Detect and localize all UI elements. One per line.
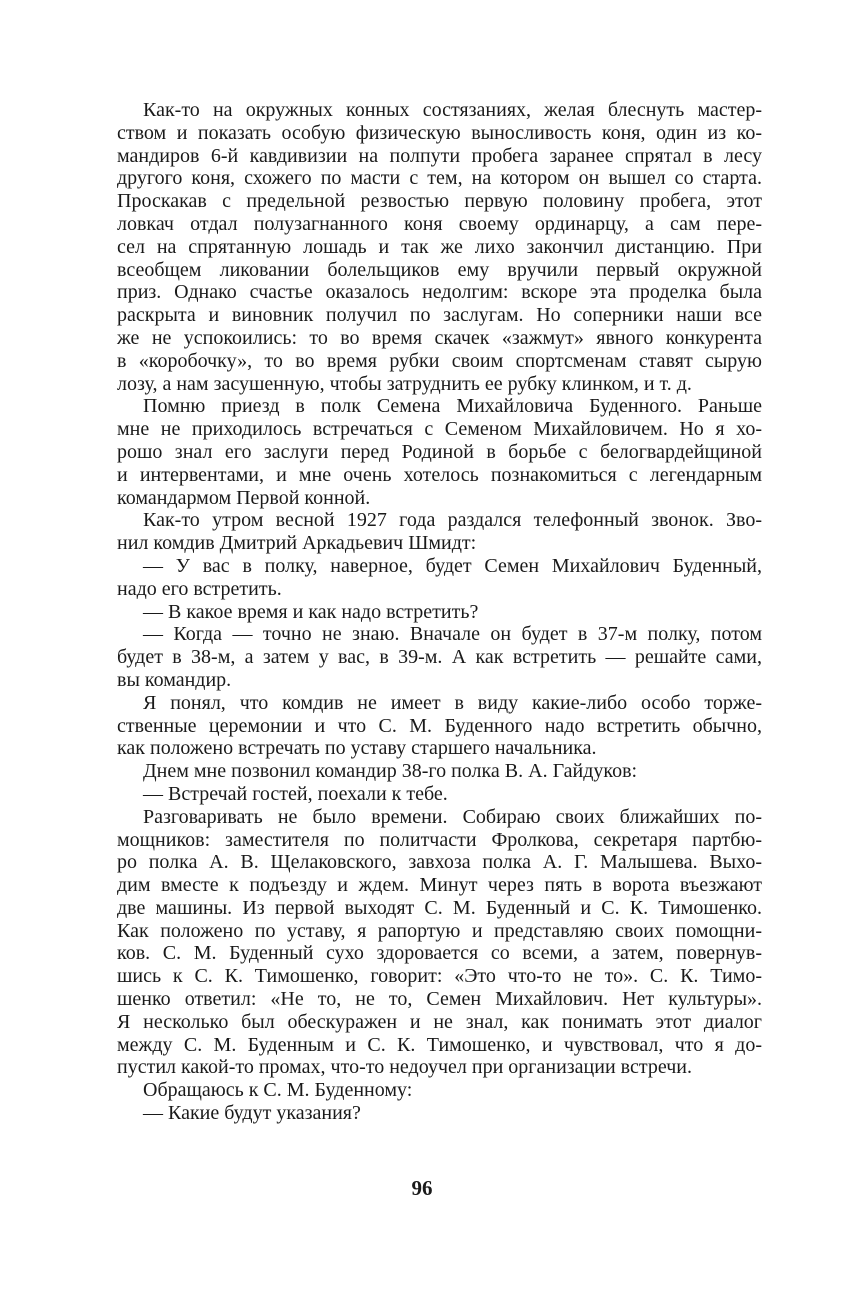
paragraph <box>117 783 762 806</box>
text-line: как положено встречать по уставу старшего начальника. <box>117 737 597 760</box>
text-line: Как-то на окружных конных состязаниях, желая блеснуть мастер- <box>143 99 762 121</box>
text-line: Проскакав с предельной резвостью первую половину пробега, этот <box>117 190 762 213</box>
text-line: между С. М. Буденным и С. К. Тимошенко, и чувствовал, что я до- <box>117 1033 762 1056</box>
paragraph <box>117 395 762 509</box>
text-line: в «коробочку», то во время рубки своим спортсменам ставят сырую <box>117 349 762 372</box>
text-line: мандиров 6-й кавдивизии на полпути пробега заранее спрятал в лесу <box>117 144 762 167</box>
paragraph <box>117 760 762 783</box>
text-line: другого коня, схожего по масти с тем, на котором он вышел со старта. <box>117 167 762 190</box>
text-line: шись к С. К. Тимошенко, говорит: «Это что-то не то». С. К. Тимо- <box>117 965 762 988</box>
text-line: Я понял, что комдив не имеет в виду какие-либо особо торже- <box>143 691 762 714</box>
text-line: пустил какой-то промах, что-то недоучел при организации встречи. <box>117 1056 692 1079</box>
text-line: же не успокоились: то во время скачек «зажмут» явного конкурента <box>117 326 762 349</box>
text-line: шенко ответил: «Не то, не то, Семен Михайлович. Нет культуры». <box>117 988 762 1011</box>
text-line: ственные церемонии и что С. М. Буденного надо встретить обычно, <box>117 714 762 737</box>
text-line: сел на спрятанную лошадь и так же лихо закончил дистанцию. При <box>117 235 762 258</box>
text-line: дим вместе к подъезду и ждем. Минут через пять в ворота въезжают <box>117 874 762 897</box>
text-line: приз. Однако счастье оказалось недолгим: вскоре эта проделка была <box>117 281 762 304</box>
text-line: — Какие будут указания? <box>143 1102 361 1125</box>
text-line: мощников: заместителя по политчасти Фролкова, секретаря партбю- <box>117 828 762 851</box>
page-body-text <box>117 99 762 1125</box>
paragraph <box>117 806 762 1080</box>
text-line: Помню приезд в полк Семена Михайловича Буденного. Раньше <box>143 395 762 418</box>
text-line: Днем мне позвонил командир 38-го полка В. А. Гайдуков: <box>143 760 638 783</box>
text-line: нил комдив Дмитрий Аркадьевич Шмидт: <box>117 532 477 555</box>
text-line: и интервентами, и мне очень хотелось познакомиться с легендарным <box>117 463 762 486</box>
text-line: рошо знал его заслуги перед Родиной в борьбе с белогвардейщиной <box>117 440 762 463</box>
text-line: мне не приходилось встречаться с Семеном Михайловичем. Но я хо- <box>117 418 762 441</box>
text-line: Обращаюсь к С. М. Буденному: <box>143 1079 413 1102</box>
text-line: всеобщем ликовании болельщиков ему вручили первый окружной <box>117 258 762 281</box>
text-line: вы командир. <box>117 668 232 691</box>
text-line: раскрыта и виновник получил по заслугам. Но соперники наши все <box>117 304 762 327</box>
text-line: Разговаривать не было времени. Собираю своих ближайших по- <box>143 805 762 828</box>
text-line: — У вас в полку, наверное, будет Семен Михайлович Буденный, <box>143 554 762 577</box>
paragraph <box>117 1079 762 1102</box>
text-line: ловкач отдал полузагнанного коня своему ординарцу, а сам пере- <box>117 212 762 235</box>
text-line: Как положено по уставу, я рапортую и представляю своих помощни- <box>117 919 762 942</box>
paragraph <box>117 601 762 624</box>
text-line: — Когда — точно не знаю. Вначале он будет в 37-м полку, потом <box>143 623 762 646</box>
text-line: будет в 38-м, а затем у вас, в 39-м. А как встретить — решайте сами, <box>117 646 762 669</box>
text-line: — Встречай гостей, поехали к тебе. <box>143 782 448 805</box>
text-line: Я несколько был обескуражен и не знал, как понимать этот диалог <box>117 1010 762 1033</box>
text-line: лозу, а нам засушенную, чтобы затруднить ее рубку клинком, и т. д. <box>117 372 692 395</box>
text-line: две машины. Из первой выходят С. М. Буденный и С. К. Тимошенко. <box>117 896 762 919</box>
text-line: — В какое время и как надо встретить? <box>143 600 479 623</box>
text-line: ством и показать особую физическую выносливость коня, один из ко- <box>117 121 762 144</box>
text-line: ков. С. М. Буденный сухо здоровается со всеми, а затем, повернув- <box>117 942 762 965</box>
paragraph <box>117 555 762 601</box>
page-number: 96 <box>411 1176 433 1200</box>
text-line: Как-то утром весной 1927 года раздался телефонный звонок. Зво- <box>143 509 762 532</box>
paragraph <box>117 692 762 760</box>
paragraph <box>117 509 762 555</box>
paragraph <box>117 1102 762 1125</box>
text-line: надо его встретить. <box>117 577 282 600</box>
paragraph <box>117 623 762 691</box>
text-line: командармом Первой конной. <box>117 486 371 509</box>
paragraph <box>117 99 762 395</box>
text-line: ро полка А. В. Щелаковского, завхоза полка А. Г. Малышева. Выхо- <box>117 851 762 874</box>
